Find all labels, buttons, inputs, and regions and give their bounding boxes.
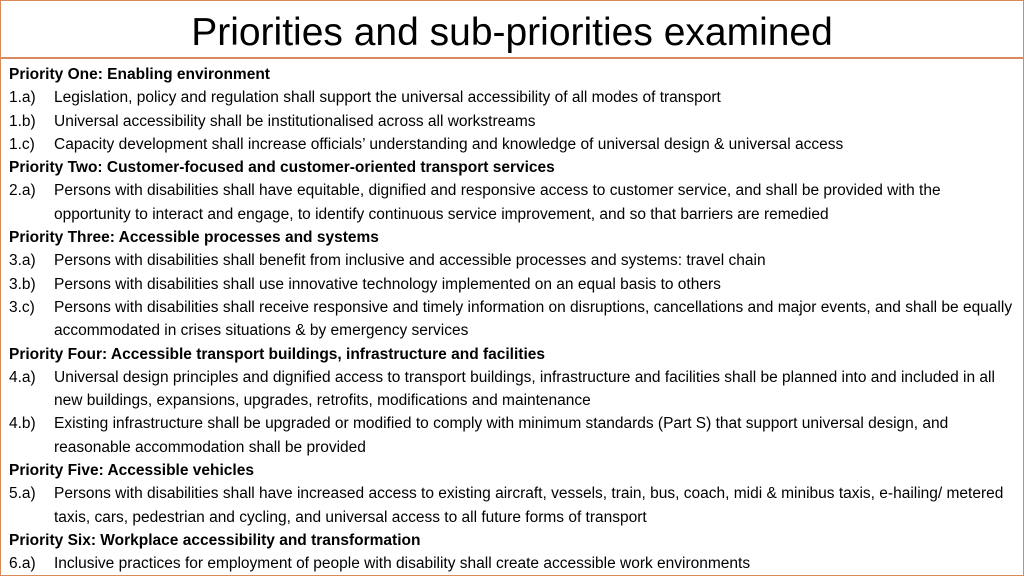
item-text: Inclusive practices for employment of people with disability shall create accessible work environments [54, 555, 751, 573]
item-number: 5.a) [9, 485, 36, 503]
item-text: Persons with disabilities shall benefit from inclusive and accessible processes and systems: travel chain [54, 252, 766, 270]
item-number: 1.a) [9, 89, 36, 107]
item-number: 2.a) [9, 182, 36, 200]
item-text: Existing infrastructure shall be upgraded or modified to comply with minimum standards (Part S) that support universal design, and reasonable accommodation shall be provided [54, 415, 949, 456]
list-item [9, 249, 1019, 272]
priority-heading-one: Priority One: Enabling environment [9, 66, 270, 83]
list-item [9, 552, 1019, 575]
item-number: 3.a) [9, 252, 36, 270]
list-item [9, 179, 1019, 226]
item-number: 3.b) [9, 275, 36, 293]
priorities-list [9, 63, 1019, 576]
list-item [9, 273, 1019, 296]
list-item [9, 366, 1019, 413]
item-text: Capacity development shall increase officials’ understanding and knowledge of universal design & universal access [54, 135, 844, 153]
list-item [9, 133, 1019, 156]
item-text: Persons with disabilities shall use innovative technology implemented on an equal basis to others [54, 275, 721, 293]
item-text: Universal accessibility shall be institutionalised across all workstreams [54, 112, 536, 130]
item-text: Universal design principles and dignified access to transport buildings, infrastructure and facilities shall be planned into and included in all new buildings, expansions, upgrades, retrofits, modifications and maintenance [54, 368, 995, 410]
priority-heading-five: Priority Five: Accessible vehicles [9, 462, 254, 480]
title-bar [1, 1, 1023, 59]
priority-heading-six: Priority Six: Workplace accessibility and transformation [9, 531, 421, 549]
list-item [9, 86, 1019, 109]
list-item [9, 296, 1019, 343]
list-item [9, 412, 1019, 459]
item-number: 1.b) [9, 112, 36, 130]
item-text: Persons with disabilities shall have increased access to existing aircraft, vessels, train, bus, coach, midi & minibus taxis, e-hailing/ metered taxis, cars, pedestrian and cycling, and universal access to all future forms of transport [54, 485, 1004, 526]
item-number: 1.c) [9, 135, 35, 153]
item-number: 4.a) [9, 368, 36, 386]
list-item [9, 482, 1019, 529]
item-text: Legislation, policy and regulation shall support the universal accessibility of all modes of transport [54, 89, 721, 107]
item-number: 3.c) [9, 298, 35, 316]
item-number: 4.b) [9, 415, 36, 433]
item-text: Persons with disabilities shall receive responsive and timely information on disruptions, cancellations and major events, and shall be equally accommodated in crises situations & by emergency services [54, 298, 1013, 340]
priority-heading-four: Priority Four: Accessible transport buildings, infrastructure and facilities [9, 345, 546, 363]
priority-heading-two: Priority Two: Customer-focused and customer-oriented transport services [9, 159, 555, 177]
item-text: Persons with disabilities shall have equitable, dignified and responsive access to customer service, and shall be provided with the opportunity to interact and engage, to identify continuous service improvement, and so that barriers are remedied [54, 182, 941, 223]
slide-title: Priorities and sub-priorities examined [191, 11, 833, 54]
priority-heading-three: Priority Three: Accessible processes and systems [9, 229, 379, 247]
list-item [9, 110, 1019, 133]
item-number: 6.a) [9, 555, 36, 573]
